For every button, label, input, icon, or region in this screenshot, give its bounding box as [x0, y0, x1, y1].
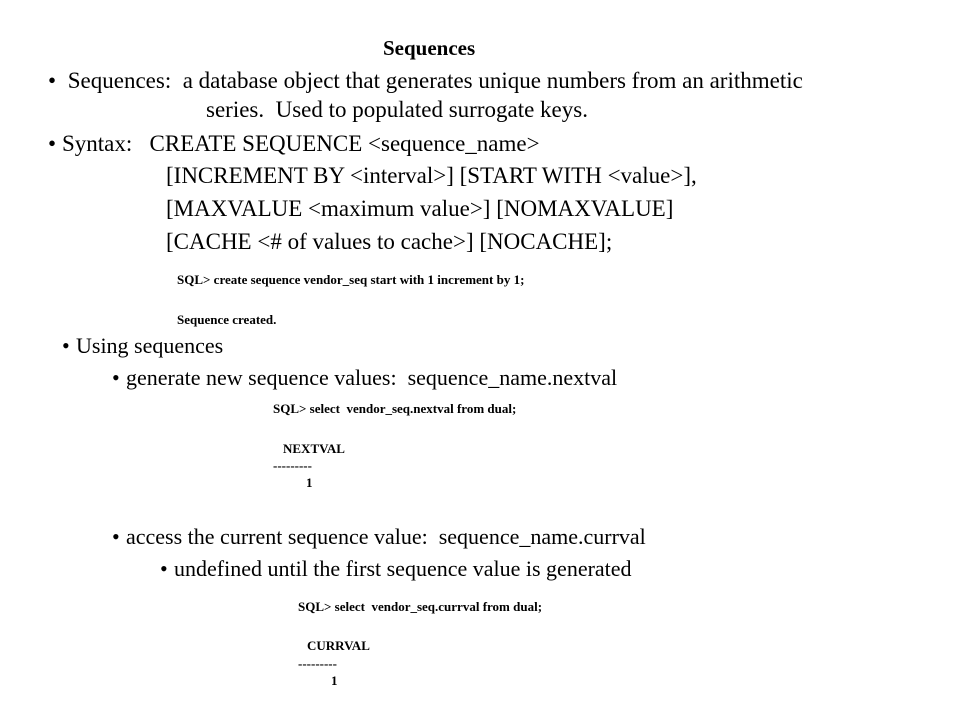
syntax-line-2: [INCREMENT BY <interval>] [START WITH <value>], — [166, 163, 697, 188]
using-heading — [62, 333, 223, 359]
nextval-value: 1 — [306, 475, 313, 490]
definition-line-1 — [48, 68, 803, 94]
currval-line — [112, 524, 646, 550]
currval-subline — [160, 556, 632, 582]
nextval-line — [112, 365, 617, 391]
nextval-separator: --------- — [273, 458, 312, 473]
nextval-column-header: NEXTVAL — [283, 441, 345, 456]
syntax-text: Syntax: CREATE SEQUENCE <sequence_name> — [62, 131, 540, 156]
currval-value: 1 — [331, 673, 338, 688]
bullet-icon: • — [112, 524, 120, 549]
definition-line-2: series. Used to populated surrogate keys. — [206, 97, 588, 122]
bullet-icon: • — [48, 68, 57, 93]
definition-text: Sequences: a database object that generates unique numbers from an arithmetic — [62, 68, 803, 93]
currval-text: access the current sequence value: sequence_name.currval — [126, 524, 646, 549]
syntax-line-4: [CACHE <# of values to cache>] [NOCACHE]; — [166, 229, 613, 254]
sql-create-result: Sequence created. — [177, 312, 277, 327]
currval-column-header: CURRVAL — [307, 638, 370, 653]
bullet-icon: • — [48, 131, 57, 156]
bullet-icon: • — [160, 556, 168, 581]
bullet-icon: • — [62, 333, 70, 358]
sql-nextval-command: SQL> select vendor_seq.nextval from dual; — [273, 401, 517, 416]
syntax-line-3: [MAXVALUE <maximum value>] [NOMAXVALUE] — [166, 196, 674, 221]
currval-separator: --------- — [298, 656, 337, 671]
syntax-line-1 — [48, 131, 540, 157]
bullet-icon: • — [112, 365, 120, 390]
sql-currval-command: SQL> select vendor_seq.currval from dual; — [298, 599, 543, 614]
page-title: Sequences — [383, 36, 476, 60]
currval-subtext: undefined until the first sequence value is generated — [174, 556, 632, 581]
using-heading-text: Using sequences — [76, 333, 224, 358]
sql-create-command: SQL> create sequence vendor_seq start with 1 increment by 1; — [177, 272, 525, 287]
nextval-text: generate new sequence values: sequence_name.nextval — [126, 365, 618, 390]
